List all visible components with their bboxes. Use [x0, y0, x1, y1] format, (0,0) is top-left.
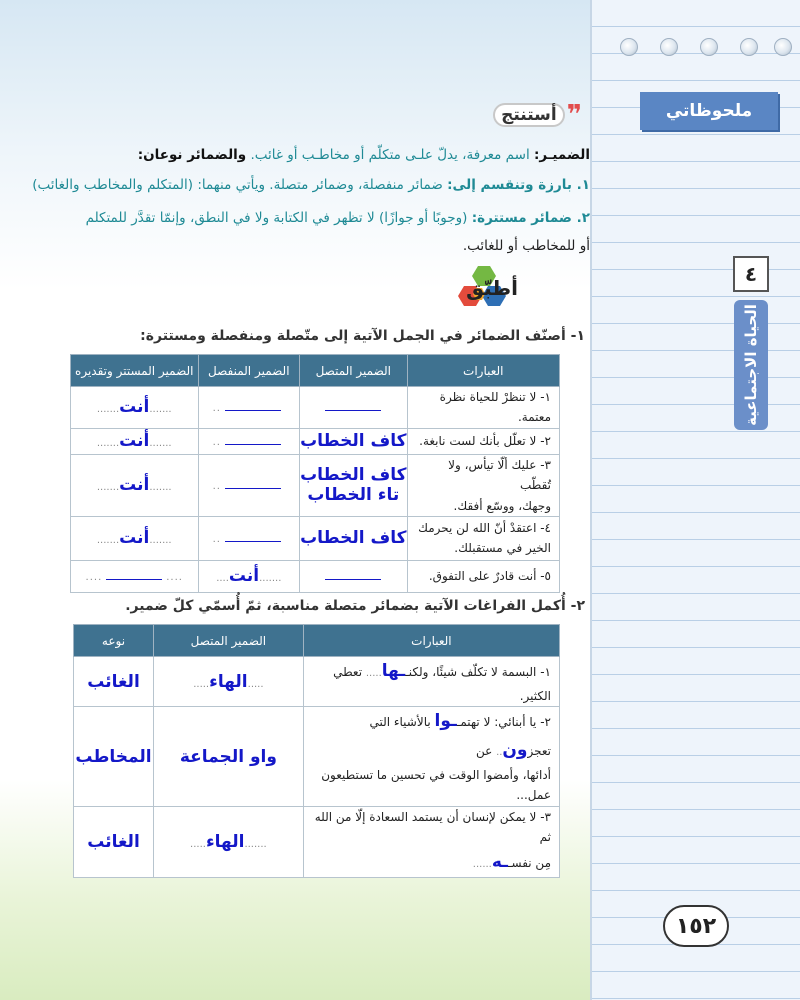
phrase-cell: ١- لا تنظرْ للحياة نظرة معتمة. [407, 387, 559, 429]
connected-cell: .......الهاء..... [154, 806, 304, 877]
separate-cell: .. [198, 428, 300, 454]
binder-ring-icon [620, 38, 638, 56]
binder-ring-icon [774, 38, 792, 56]
notes-sidebar [590, 0, 800, 1000]
table-row [74, 657, 560, 707]
type-cell: الغائب [74, 657, 154, 707]
phrase-cell: ٣- لا يمكن لإنسان أن يستمد السعادة إلّا من الله ثم مِن نفســه...... [303, 806, 559, 877]
unit-title-tab [734, 300, 768, 430]
hidden-cell: .......أنت....... [71, 387, 199, 429]
table-row [71, 428, 560, 454]
table-row [71, 560, 560, 592]
notes-tab: ملحوظاتي [640, 92, 778, 130]
hidden-cell: .......أنت....... [71, 428, 199, 454]
separate-cell: .. [198, 516, 300, 560]
connected-cell [300, 387, 407, 429]
binder-ring-icon [740, 38, 758, 56]
connected-cell: كاف الخطاب [300, 428, 407, 454]
type-cell: الغائب [74, 806, 154, 877]
table-row [74, 707, 560, 807]
page-number: ١٥٢ [663, 905, 729, 947]
column-header: العبارات [303, 625, 559, 657]
phrase-cell: ٥- أنت قادرٌ على التفوق. [407, 560, 559, 592]
phrase-cell: ٢- لا تعلّل بأنك لست نابغة. [407, 428, 559, 454]
separate-cell: .. [198, 387, 300, 429]
conclude-title: أستنتج [495, 105, 563, 125]
column-header: الضمير المستتر وتقديره [71, 355, 199, 387]
connected-cell: .....الهاء..... [154, 657, 304, 707]
hidden-cell: .......أنت....... [71, 516, 199, 560]
type1-line: ١. بارزة وتنقسم إلى: ضمائر منفصلة، وضمائر متصلة. ويأتي منهما: (المتكلم والمخاطب والغائب) [32, 177, 590, 193]
apply-title: أطبّق [466, 276, 518, 300]
conclude-heading [500, 100, 582, 130]
column-header: نوعه [74, 625, 154, 657]
table-header-row [74, 625, 560, 657]
table-row [71, 516, 560, 560]
phrase-cell: ٣- عليك ألّا تيأس، ولا تُقطّب وجهك، ووسّع أفقك. [407, 454, 559, 516]
separate-cell: .. [198, 454, 300, 516]
type2-line: ٢. ضمائر مستترة: (وجوبًا أو جوازًا) لا تظهر في الكتابة ولا في النطق، وإنمّا تقدَّر للمتكلم [85, 210, 590, 226]
unit-number: ٤ [733, 256, 769, 292]
connected-cell: كاف الخطاب تاء الخطاب [300, 454, 407, 516]
phrase-cell: ٤- اعتقدْ أنّ الله لن يحرمك الخير في مستقبلك. [407, 516, 559, 560]
separate-cell: .......أنت.... [198, 560, 300, 592]
definition-line: الضميـر: اسم معرفة، يدلّ علـى متكلّم أو مخاطـب أو غائب. والضمائر نوعان: [137, 147, 590, 163]
column-header: العبارات [407, 355, 559, 387]
unit-title: الحياة الاجتماعية [741, 304, 760, 426]
connected-cell: واو الجماعة [154, 707, 304, 807]
binder-ring-icon [660, 38, 678, 56]
phrase-cell: ٢- يا أبنائي: لا تهتمــوا بالأشياء التي تعجزون.. عن أدائها، وأمضوا الوقت في تحسين ما تستطيعون عمل... [303, 707, 559, 807]
type-cell: المخاطب [74, 707, 154, 807]
pronoun-fill-table [73, 624, 560, 878]
hidden-cell: .......أنت....... [71, 454, 199, 516]
table-header-row [71, 355, 560, 387]
column-header: الضمير المتصل [154, 625, 304, 657]
binder-ring-icon [700, 38, 718, 56]
table-row [74, 806, 560, 877]
connected-cell [300, 560, 407, 592]
phrase-cell: ١- البسمة لا تكلّف شيئًا، ولكنــها..... تعطي الكثير. [303, 657, 559, 707]
table-row [71, 454, 560, 516]
question-1-title: ١- أصنّف الضمائر في الجمل الآتية إلى متّصلة ومنفصلة ومستترة: [140, 328, 585, 344]
hidden-cell: ........ [71, 560, 199, 592]
red-quote-icon: ❞ [566, 100, 582, 130]
column-header: الضمير المنفصل [198, 355, 300, 387]
connected-cell: كاف الخطاب [300, 516, 407, 560]
column-header: الضمير المتصل [300, 355, 407, 387]
pronoun-classification-table [70, 354, 560, 593]
apply-heading [450, 270, 560, 310]
question-2-title: ٢- أُكمل الفراغات الآتية بضمائر متصلة مناسبة، ثمّ أُسمّي كلّ ضمير. [125, 598, 585, 614]
type2-line-cont: أو للمخاطب أو للغائب. [462, 238, 590, 254]
table-row [71, 387, 560, 429]
